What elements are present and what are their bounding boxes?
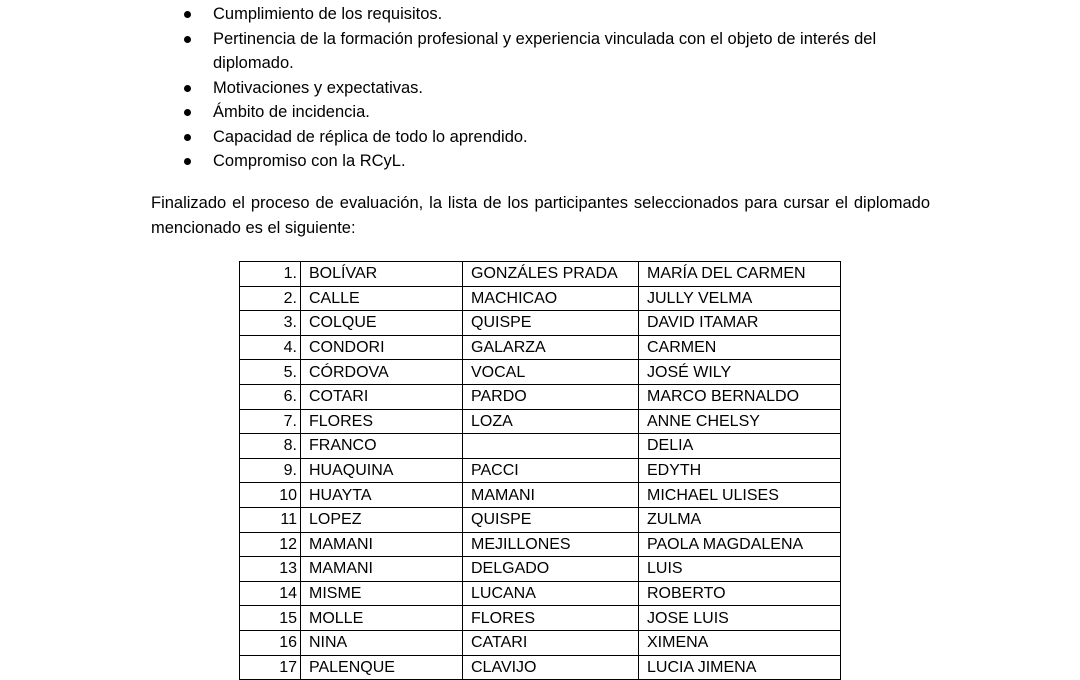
table-row [240,434,841,459]
given-names: MARCO BERNALDO [639,384,841,409]
second-surname: VOCAL [463,360,639,385]
table-row [240,311,841,336]
criteria-item [182,100,942,125]
first-surname: CALLE [301,286,463,311]
table-row [240,384,841,409]
table-row [240,581,841,606]
second-surname: PACCI [463,458,639,483]
given-names: CARMEN [639,335,841,360]
first-surname: FLORES [301,409,463,434]
bullet-icon [184,85,191,92]
given-names: DELIA [639,434,841,459]
given-names: MARÍA DEL CARMEN [639,262,841,287]
given-names: ANNE CHELSY [639,409,841,434]
participants-table [239,261,841,680]
row-number: 15 [240,606,301,631]
row-number: 3. [240,311,301,336]
first-surname: HUAYTA [301,483,463,508]
table-row [240,532,841,557]
table-row [240,655,841,680]
criteria-item [182,76,942,101]
given-names: DAVID ITAMAR [639,311,841,336]
second-surname: CATARI [463,630,639,655]
table-row [240,507,841,532]
first-surname: BOLÍVAR [301,262,463,287]
second-surname: MAMANI [463,483,639,508]
given-names: LUIS [639,557,841,582]
intro-paragraph: Finalizado el proceso de evaluación, la lista de los participantes seleccionados para cursar el diplomado mencionado es el siguiente: [151,194,930,237]
first-surname: CONDORI [301,335,463,360]
row-number: 10 [240,483,301,508]
first-surname: MISME [301,581,463,606]
second-surname: MEJILLONES [463,532,639,557]
row-number: 8. [240,434,301,459]
table-row [240,606,841,631]
table-row [240,335,841,360]
table-row [240,483,841,508]
second-surname: LOZA [463,409,639,434]
second-surname: QUISPE [463,311,639,336]
criteria-text: Compromiso con la RCyL. [213,152,406,170]
table-row [240,630,841,655]
criteria-item [182,125,942,150]
given-names: EDYTH [639,458,841,483]
first-surname: LOPEZ [301,507,463,532]
row-number: 17 [240,655,301,680]
given-names: LUCIA JIMENA [639,655,841,680]
first-surname: PALENQUE [301,655,463,680]
bullet-icon [184,158,191,165]
second-surname: GALARZA [463,335,639,360]
first-surname: NINA [301,630,463,655]
second-surname: PARDO [463,384,639,409]
given-names: JOSÉ WILY [639,360,841,385]
criteria-list [182,2,942,174]
first-surname: COLQUE [301,311,463,336]
second-surname: LUCANA [463,581,639,606]
table-row [240,262,841,287]
second-surname: MACHICAO [463,286,639,311]
bullet-icon [184,134,191,141]
criteria-text: Capacidad de réplica de todo lo aprendido. [213,127,528,146]
row-number: 1. [240,262,301,287]
table-row [240,286,841,311]
given-names: XIMENA [639,630,841,655]
second-surname: CLAVIJO [463,655,639,680]
second-surname: FLORES [463,606,639,631]
bullet-icon [184,36,191,43]
row-number: 13 [240,557,301,582]
row-number: 14 [240,581,301,606]
bullet-icon [184,11,191,18]
row-number: 11 [240,507,301,532]
first-surname: MAMANI [301,557,463,582]
row-number: 2. [240,286,301,311]
given-names: ROBERTO [639,581,841,606]
second-surname: GONZÁLES PRADA [463,262,639,287]
second-surname: DELGADO [463,557,639,582]
row-number: 9. [240,458,301,483]
row-number: 5. [240,360,301,385]
first-surname: MOLLE [301,606,463,631]
given-names: JOSE LUIS [639,606,841,631]
given-names: ZULMA [639,507,841,532]
table-row [240,409,841,434]
table-row [240,360,841,385]
row-number: 12 [240,532,301,557]
first-surname: MAMANI [301,532,463,557]
criteria-text: Pertinencia de la formación profesional y experiencia vinculada con el objeto de interés del diplomado. [213,29,877,72]
second-surname [463,434,639,459]
first-surname: COTARI [301,384,463,409]
first-surname: HUAQUINA [301,458,463,483]
first-surname: CÓRDOVA [301,360,463,385]
criteria-item [182,149,942,174]
second-surname: QUISPE [463,507,639,532]
row-number: 16 [240,630,301,655]
row-number: 6. [240,384,301,409]
criteria-item [182,27,942,76]
first-surname: FRANCO [301,434,463,459]
given-names: JULLY VELMA [639,286,841,311]
given-names: MICHAEL ULISES [639,483,841,508]
criteria-text: Motivaciones y expectativas. [213,78,424,97]
table-row [240,557,841,582]
criteria-text: Cumplimiento de los requisitos. [213,5,443,23]
criteria-item [182,2,942,27]
given-names: PAOLA MAGDALENA [639,532,841,557]
criteria-text: Ámbito de incidencia. [213,103,370,121]
row-number: 7. [240,409,301,434]
row-number: 4. [240,335,301,360]
table-row [240,458,841,483]
bullet-icon [184,109,191,116]
